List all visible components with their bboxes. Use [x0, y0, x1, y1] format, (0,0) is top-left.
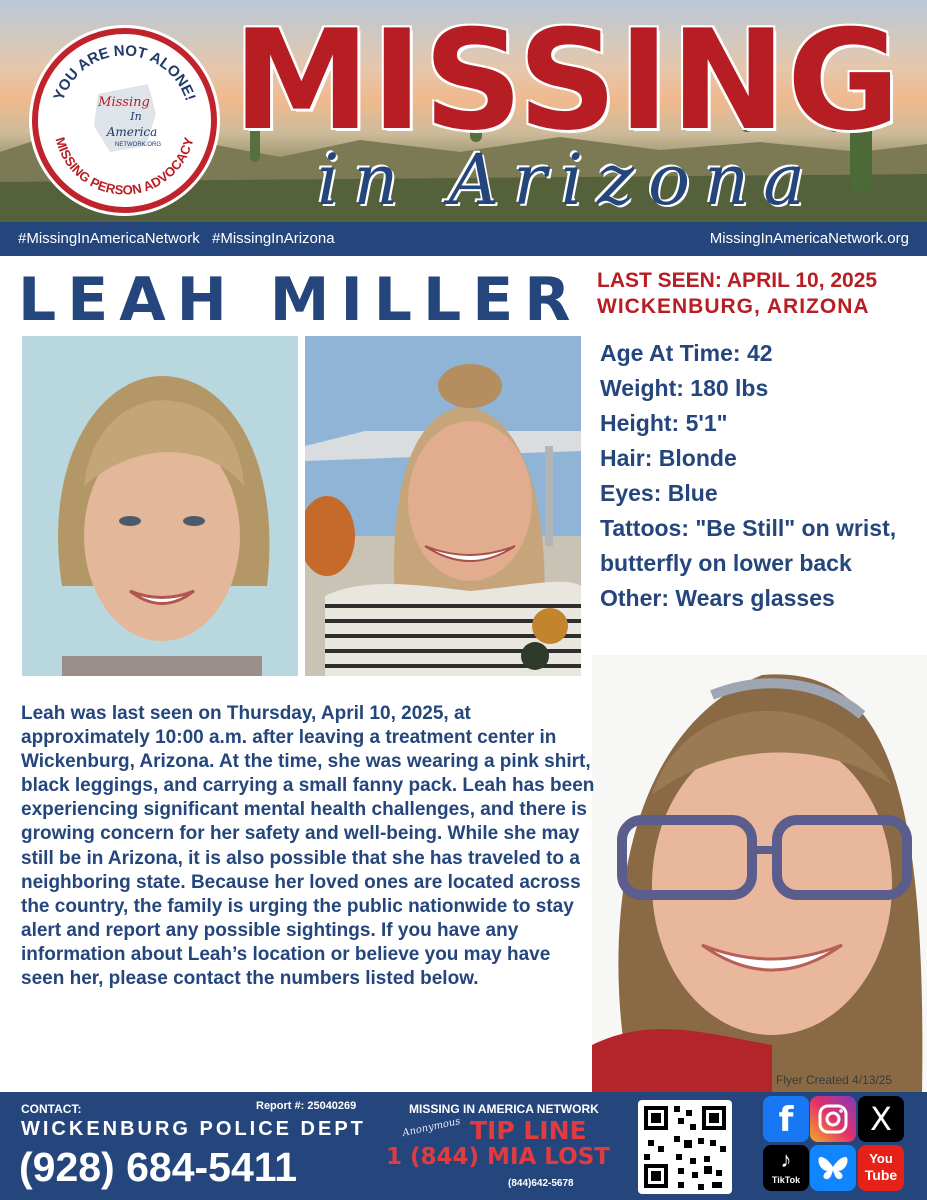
logo-word-america: America — [106, 125, 158, 139]
hashtag-bar — [0, 222, 927, 256]
youtube-label-top: You — [869, 1151, 893, 1166]
youtube-label-bottom: Tube — [864, 1167, 898, 1183]
x-glyph: X — [870, 1100, 892, 1138]
youtube-icon[interactable] — [858, 1145, 904, 1191]
facebook-glyph: f — [778, 1100, 794, 1140]
detail-eyes: Eyes: Blue — [600, 480, 718, 506]
last-seen-location: WICKENBURG, ARIZONA — [597, 295, 870, 318]
logo-word-missing: Missing — [98, 95, 150, 110]
physical-description — [600, 336, 918, 616]
last-seen-date: LAST SEEN: APRIL 10, 2025 — [597, 269, 878, 292]
detail-age: Age At Time: 42 — [600, 340, 773, 366]
photo-glasses-selfie — [592, 655, 927, 1092]
logo-word-network: NETWORK.ORG — [115, 142, 161, 148]
header-banner — [0, 0, 927, 222]
tiktok-label: TikTok — [771, 1175, 801, 1185]
contact-label: CONTACT: — [21, 1102, 82, 1116]
detail-hair: Hair: Blonde — [600, 445, 737, 471]
instagram-icon[interactable] — [810, 1096, 856, 1142]
detail-height: Height: 5'1" — [600, 410, 728, 436]
detail-tattoos: Tattoos: "Be Still" on wrist, butterfly on lower back — [600, 515, 897, 576]
tip-line-number-alt[interactable]: (844)642-5678 — [508, 1178, 574, 1189]
logo-arc-top: YOU ARE NOT ALONE! — [50, 42, 199, 103]
flyer-created-date: Flyer Created 4/13/25 — [776, 1073, 893, 1087]
tiktok-icon[interactable] — [763, 1145, 809, 1191]
in-arizona-subtitle: in Arizona — [317, 139, 819, 221]
missing-in-america-logo — [32, 28, 217, 213]
case-narrative: Leah was last seen on Thursday, April 10, 2025, at approximately 10:00 a.m. after leaving a treatment center in Wickenburg, Arizona. At the time, she was wearing a pink shirt, black leggings, and carrying a small fanny pack. Leah has been experiencing significant mental health challenges, and there is growing concern for her safety and well-being. While she may still be in Arizona, it is also possible that she has traveled to a neighboring state. Because her loved ones are located across the country, the family is urging the public nationwide to stay alert and report any possible sightings. If you have any information about Leah’s location or believe you may have seen her, please contact the numbers listed below. — [21, 703, 595, 990]
person-name: LEAH MILLER — [18, 265, 582, 335]
logo-arc-bottom: MISSING PERSON ADVOCACY — [52, 135, 197, 198]
hashtag-network: #MissingInAmericaNetwork — [18, 230, 200, 247]
logo-word-in: In — [130, 110, 142, 123]
police-department: WICKENBURG POLICE DEPT — [21, 1118, 366, 1140]
photo-portrait-id — [22, 336, 298, 676]
hashtag-arizona: #MissingInArizona — [212, 230, 335, 247]
detail-weight: Weight: 180 lbs — [600, 375, 769, 401]
network-name: MISSING IN AMERICA NETWORK — [409, 1102, 599, 1116]
facebook-icon[interactable] — [763, 1096, 809, 1142]
tiktok-note-icon: ♪ — [780, 1147, 792, 1172]
qr-code[interactable] — [638, 1100, 732, 1194]
report-number: Report #: 25040269 — [256, 1100, 357, 1112]
website-link[interactable]: MissingInAmericaNetwork.org — [709, 230, 909, 247]
bluesky-icon[interactable] — [810, 1145, 856, 1191]
tip-line-number[interactable]: 1 (844) MIA LOST — [386, 1144, 610, 1170]
tip-line-label: TIP LINE — [470, 1116, 587, 1145]
photo-outdoor — [305, 336, 581, 676]
x-icon[interactable] — [858, 1096, 904, 1142]
missing-title: MISSING — [232, 0, 902, 161]
detail-other: Other: Wears glasses — [600, 585, 835, 611]
anonymous-label: Anonymous — [401, 1116, 462, 1139]
police-phone[interactable]: (928) 684-5411 — [19, 1144, 298, 1190]
